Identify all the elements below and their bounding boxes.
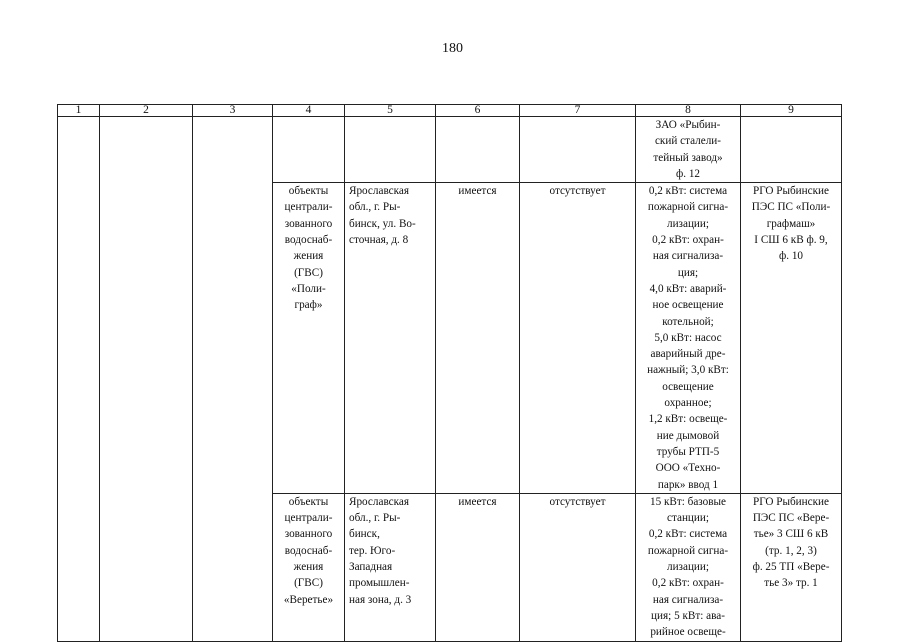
cell-text-line: котельной; <box>662 315 714 328</box>
cell-text-line: жения <box>293 561 324 574</box>
cell-text-line: объекты <box>288 185 329 198</box>
cell-text-line: зованного <box>284 528 333 541</box>
cell-text-line: 0,2 кВт: охран- <box>652 577 724 590</box>
cell-text-line: трубы РТП-5 <box>656 445 720 458</box>
cell-text-line: имеется <box>458 495 497 508</box>
cell-supply <box>741 493 842 641</box>
header-cell-4: 4 <box>273 105 345 117</box>
cell-address <box>345 493 436 641</box>
table-row <box>58 117 842 183</box>
cell-text-line: объекты <box>288 495 329 508</box>
cell-text-line: имеется <box>458 185 497 198</box>
cell-text-line: отсутствует <box>549 185 606 198</box>
cell-text-line: лизации; <box>666 217 710 230</box>
cell-text-line: ф. 12 <box>675 167 701 180</box>
cell-col6 <box>436 117 520 183</box>
cell-col2 <box>100 117 193 642</box>
cell-text-line: (ГВС) <box>294 266 323 279</box>
cell-text-line: ние дымовой <box>656 429 720 442</box>
cell-text-line: ф. 25 ТП «Вере- <box>752 561 830 574</box>
cell-text-line: графмаш» <box>766 217 816 230</box>
cell-col6 <box>436 183 520 494</box>
cell-text-line: ция; 5 кВт: ава- <box>651 609 725 622</box>
cell-text-line: 5,0 кВт: насос <box>654 331 722 344</box>
cell-text-line: 0,2 кВт: система <box>648 528 728 541</box>
cell-text-line: зованного <box>284 217 333 230</box>
cell-object <box>273 183 345 494</box>
cell-text-line: водоснаб- <box>284 234 333 247</box>
cell-text-line: 0,2 кВт: охран- <box>652 234 724 247</box>
cell-text-line: тер. Юго- <box>349 544 396 557</box>
cell-text-line: станции; <box>666 512 709 525</box>
header-cell-2: 2 <box>100 105 193 117</box>
cell-text-line: РГО Рыбинские <box>752 495 830 508</box>
cell-text-line: лизации; <box>666 561 710 574</box>
cell-supply <box>741 183 842 494</box>
table-header-row <box>58 105 842 117</box>
cell-text-line: бинск, <box>349 528 380 541</box>
cell-text-line: ная зона, д. 3 <box>349 593 412 606</box>
cell-text-line: централи- <box>284 201 333 214</box>
cell-text-line: отсутствует <box>549 495 606 508</box>
cell-text-line: ная сигнализа- <box>652 593 724 606</box>
cell-text-line: РГО Рыбинские <box>752 185 830 198</box>
cell-text-line: обл., г. Ры- <box>349 201 401 214</box>
cell-col3 <box>193 117 273 642</box>
cell-text-line: централи- <box>284 512 333 525</box>
cell-text-line: 1,2 кВт: освеще- <box>648 413 728 426</box>
cell-text-line: тейный завод» <box>653 151 723 164</box>
cell-col1 <box>58 117 100 642</box>
cell-object <box>273 117 345 183</box>
cell-text-line: освещение <box>662 380 714 393</box>
cell-text-line: (ГВС) <box>294 577 323 590</box>
header-cell-1: 1 <box>58 105 100 117</box>
cell-text-line: сточная, д. 8 <box>349 234 409 247</box>
cell-address <box>345 183 436 494</box>
cell-text-line: рийное освеще- <box>650 626 726 639</box>
cell-text-line: обл., г. Ры- <box>349 512 401 525</box>
cell-text-line: «Поли- <box>291 282 326 295</box>
cell-object <box>273 493 345 641</box>
cell-text-line: бинск, ул. Во- <box>349 217 416 230</box>
cell-col7 <box>520 493 636 641</box>
cell-text-line: Ярославская <box>349 495 410 508</box>
cell-col7 <box>520 183 636 494</box>
cell-text-line: (тр. 1, 2, 3) <box>765 544 817 557</box>
cell-text-line: жения <box>293 250 324 263</box>
cell-power <box>636 117 741 183</box>
cell-text-line: 4,0 кВт: аварий- <box>649 282 727 295</box>
cell-text-line: I СШ 6 кВ ф. 9, <box>754 234 828 247</box>
header-cell-3: 3 <box>193 105 273 117</box>
cell-text-line: нажный; 3,0 кВт: <box>647 364 729 377</box>
cell-power <box>636 493 741 641</box>
cell-text-line: «Веретье» <box>283 593 334 606</box>
cell-text-line: Ярославская <box>349 185 410 198</box>
cell-text-line: ция; <box>677 266 699 279</box>
cell-power <box>636 183 741 494</box>
cell-text-line: охранное; <box>664 397 712 410</box>
cell-text-line: аварийный дре- <box>650 348 726 361</box>
cell-col7 <box>520 117 636 183</box>
header-cell-9: 9 <box>741 105 842 117</box>
header-cell-8: 8 <box>636 105 741 117</box>
cell-text-line: пожарной сигна- <box>647 201 729 214</box>
cell-text-line: промышлен- <box>349 577 410 590</box>
cell-text-line: 0,2 кВт: система <box>648 185 728 198</box>
cell-text-line: пожарной сигна- <box>647 544 729 557</box>
cell-text-line: ПЭС ПС «Поли- <box>751 201 831 214</box>
cell-text-line: граф» <box>294 299 323 312</box>
cell-text-line: тье» 3 СШ 6 кВ <box>753 528 829 541</box>
cell-supply <box>741 117 842 183</box>
cell-text-line: ное освещение <box>652 299 724 312</box>
cell-text-line: водоснаб- <box>284 544 333 557</box>
cell-text-line: ский сталели- <box>654 135 722 148</box>
cell-text-line: парк» ввод 1 <box>657 478 719 491</box>
header-cell-7: 7 <box>520 105 636 117</box>
cell-col6 <box>436 493 520 641</box>
header-cell-6: 6 <box>436 105 520 117</box>
cell-text-line: ф. 10 <box>778 250 804 263</box>
cell-address <box>345 117 436 183</box>
cell-text-line: ЗАО «Рыбин- <box>655 119 721 131</box>
cell-text-line: Западная <box>349 561 393 574</box>
cell-text-line: тье 3» тр. 1 <box>764 577 818 590</box>
cell-text-line: ПЭС ПС «Вере- <box>752 512 830 525</box>
cell-text-line: 15 кВт: базовые <box>649 495 727 508</box>
cell-text-line: ООО «Техно- <box>655 462 721 475</box>
data-table <box>57 104 842 642</box>
page-number: 180 <box>442 41 463 56</box>
header-cell-5: 5 <box>345 105 436 117</box>
cell-text-line: ная сигнализа- <box>652 250 724 263</box>
